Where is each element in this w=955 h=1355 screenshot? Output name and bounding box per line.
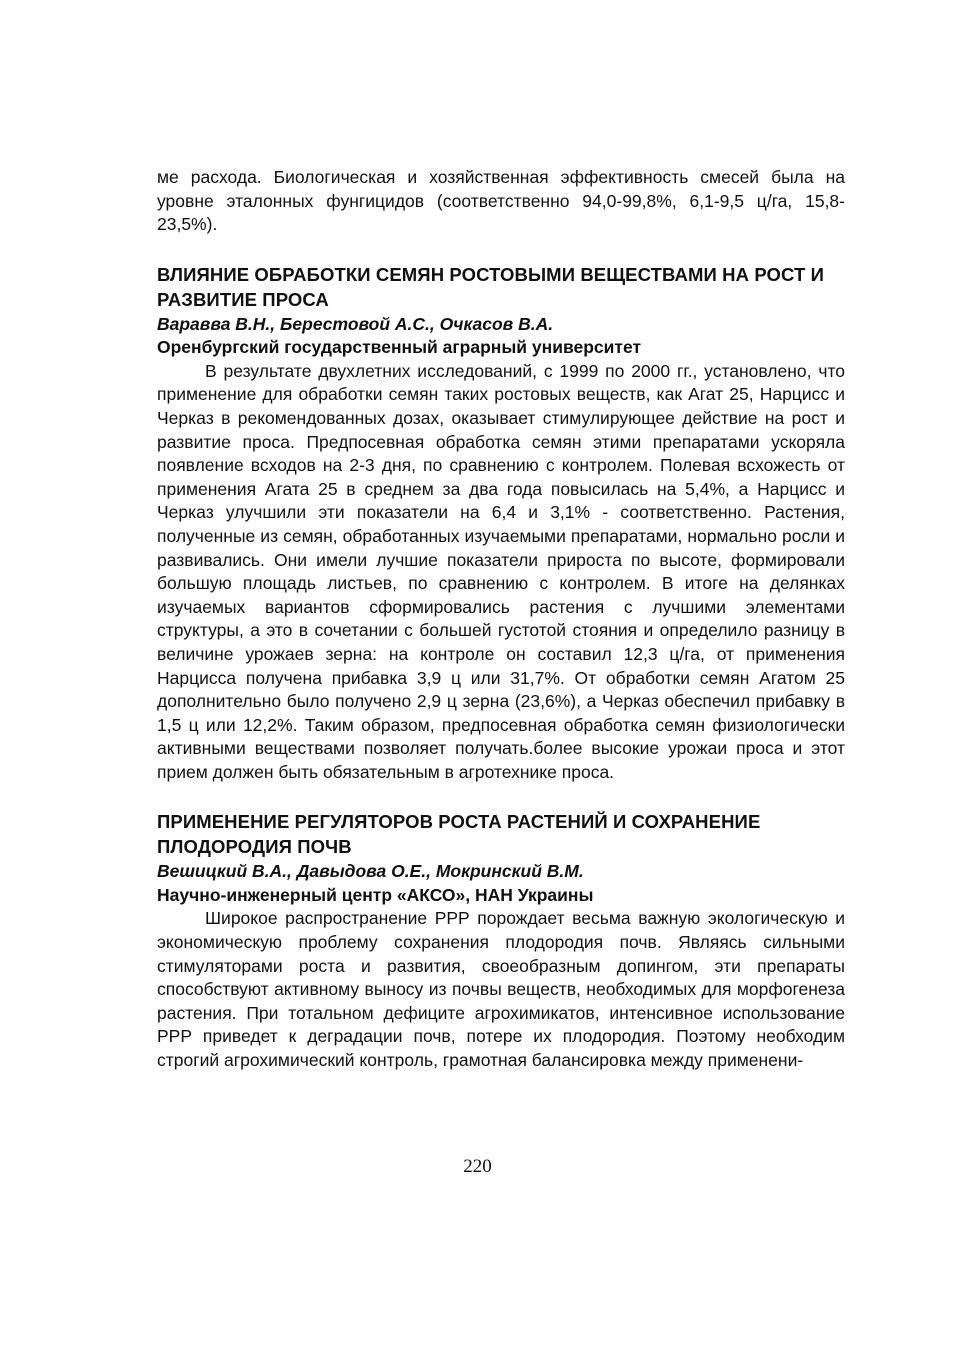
page-content [157,166,845,1073]
article-1-authors: Варавва В.Н., Берестовой А.С., Очкасов В.А. [157,313,554,334]
article-1-body: В результате двухлетних исследований, с 1999 по 2000 гг., установлено, что применение для обработки семян таких ростовых веществ, как Агат 25, Нарцисс и Черказ в рекомендованных дозах, оказывает стимулирующее действие на рост и развитие проса. Предпосевная обработка семян этими препаратами ускоряла появление всходов на 2-3 дня, по сравнению с контролем. Полевая всхожесть от применения Агата 25 в среднем за два года повысилась на 5,4%, а Нарцисс и Черказ улучшили эти показатели на 6,4 и 3,1% - соответственно. Растения, полученные из семян, обработанных изучаемыми препаратами, нормально росли и развивались. Они имели лучшие показатели прироста по высоте, формировали большую площадь листьев, по сравнению с контролем. В итоге на делянках изучаемых вариантов сформировались растения с лучшими элементами структуры, а это в сочетании с большей густотой стояния и определило разницу в величине урожаев зерна: на контроле он составил 12,3 ц/га, от применения Нарцисса получена прибавка 3,9 ц или 31,7%. От обработки семян Агатом 25 дополнительно было получено 2,9 ц зерна (23,6%), а Черказ обеспечил прибавку в 1,5 ц или 12,2%. Таким образом, предпосевная обработка семян физиологически активными веществами позволяет получать.более высокие урожаи проса и этот прием должен быть обязательным в агротехнике проса. [157,360,845,782]
article-2-authors: Вешицкий В.А., Давыдова О.Е., Мокринский В.М. [157,861,584,882]
article-2-body: Широкое распространение РРР порождает весьма важную экологическую и экономическую проблему сохранения плодородия почв. Являясь сильными стимуляторами роста и развития, своеобразным допингом, эти препараты способствуют активному выносу из почвы веществ, необходимых для морфогенеза растения. При тотальном дефиците агрохимикатов, интенсивное использование РРР приведет к деградации почв, потере их плодородия. Поэтому необходим строгий агрохимический контроль, грамотная балансировка между применени- [157,908,845,1071]
page-number: 220 [463,1156,492,1177]
article-1 [157,262,845,785]
article-2-title: ПРИМЕНЕНИЕ РЕГУЛЯТОРОВ РОСТА РАСТЕНИЙ И СОХРАНЕНИЕ ПЛОДОРОДИЯ ПОЧВ [157,811,761,858]
article-2-affiliation: Научно-инженерный центр «АКСО», НАН Украины [157,884,594,905]
article-2 [157,809,845,1072]
article-1-affiliation: Оренбургский государственный аграрный университет [157,337,642,358]
article-1-title: ВЛИЯНИЕ ОБРАБОТКИ СЕМЯН РОСТОВЫМИ ВЕЩЕСТВАМИ НА РОСТ И РАЗВИТИЕ ПРОСА [157,263,825,310]
intro-paragraph: ме расхода. Биологическая и хозяйственная эффективность смесей была на уровне эталонных фунгицидов (соответственно 94,0-99,8%, 6,1-9,5 ц/га, 15,8-23,5%). [157,167,845,235]
